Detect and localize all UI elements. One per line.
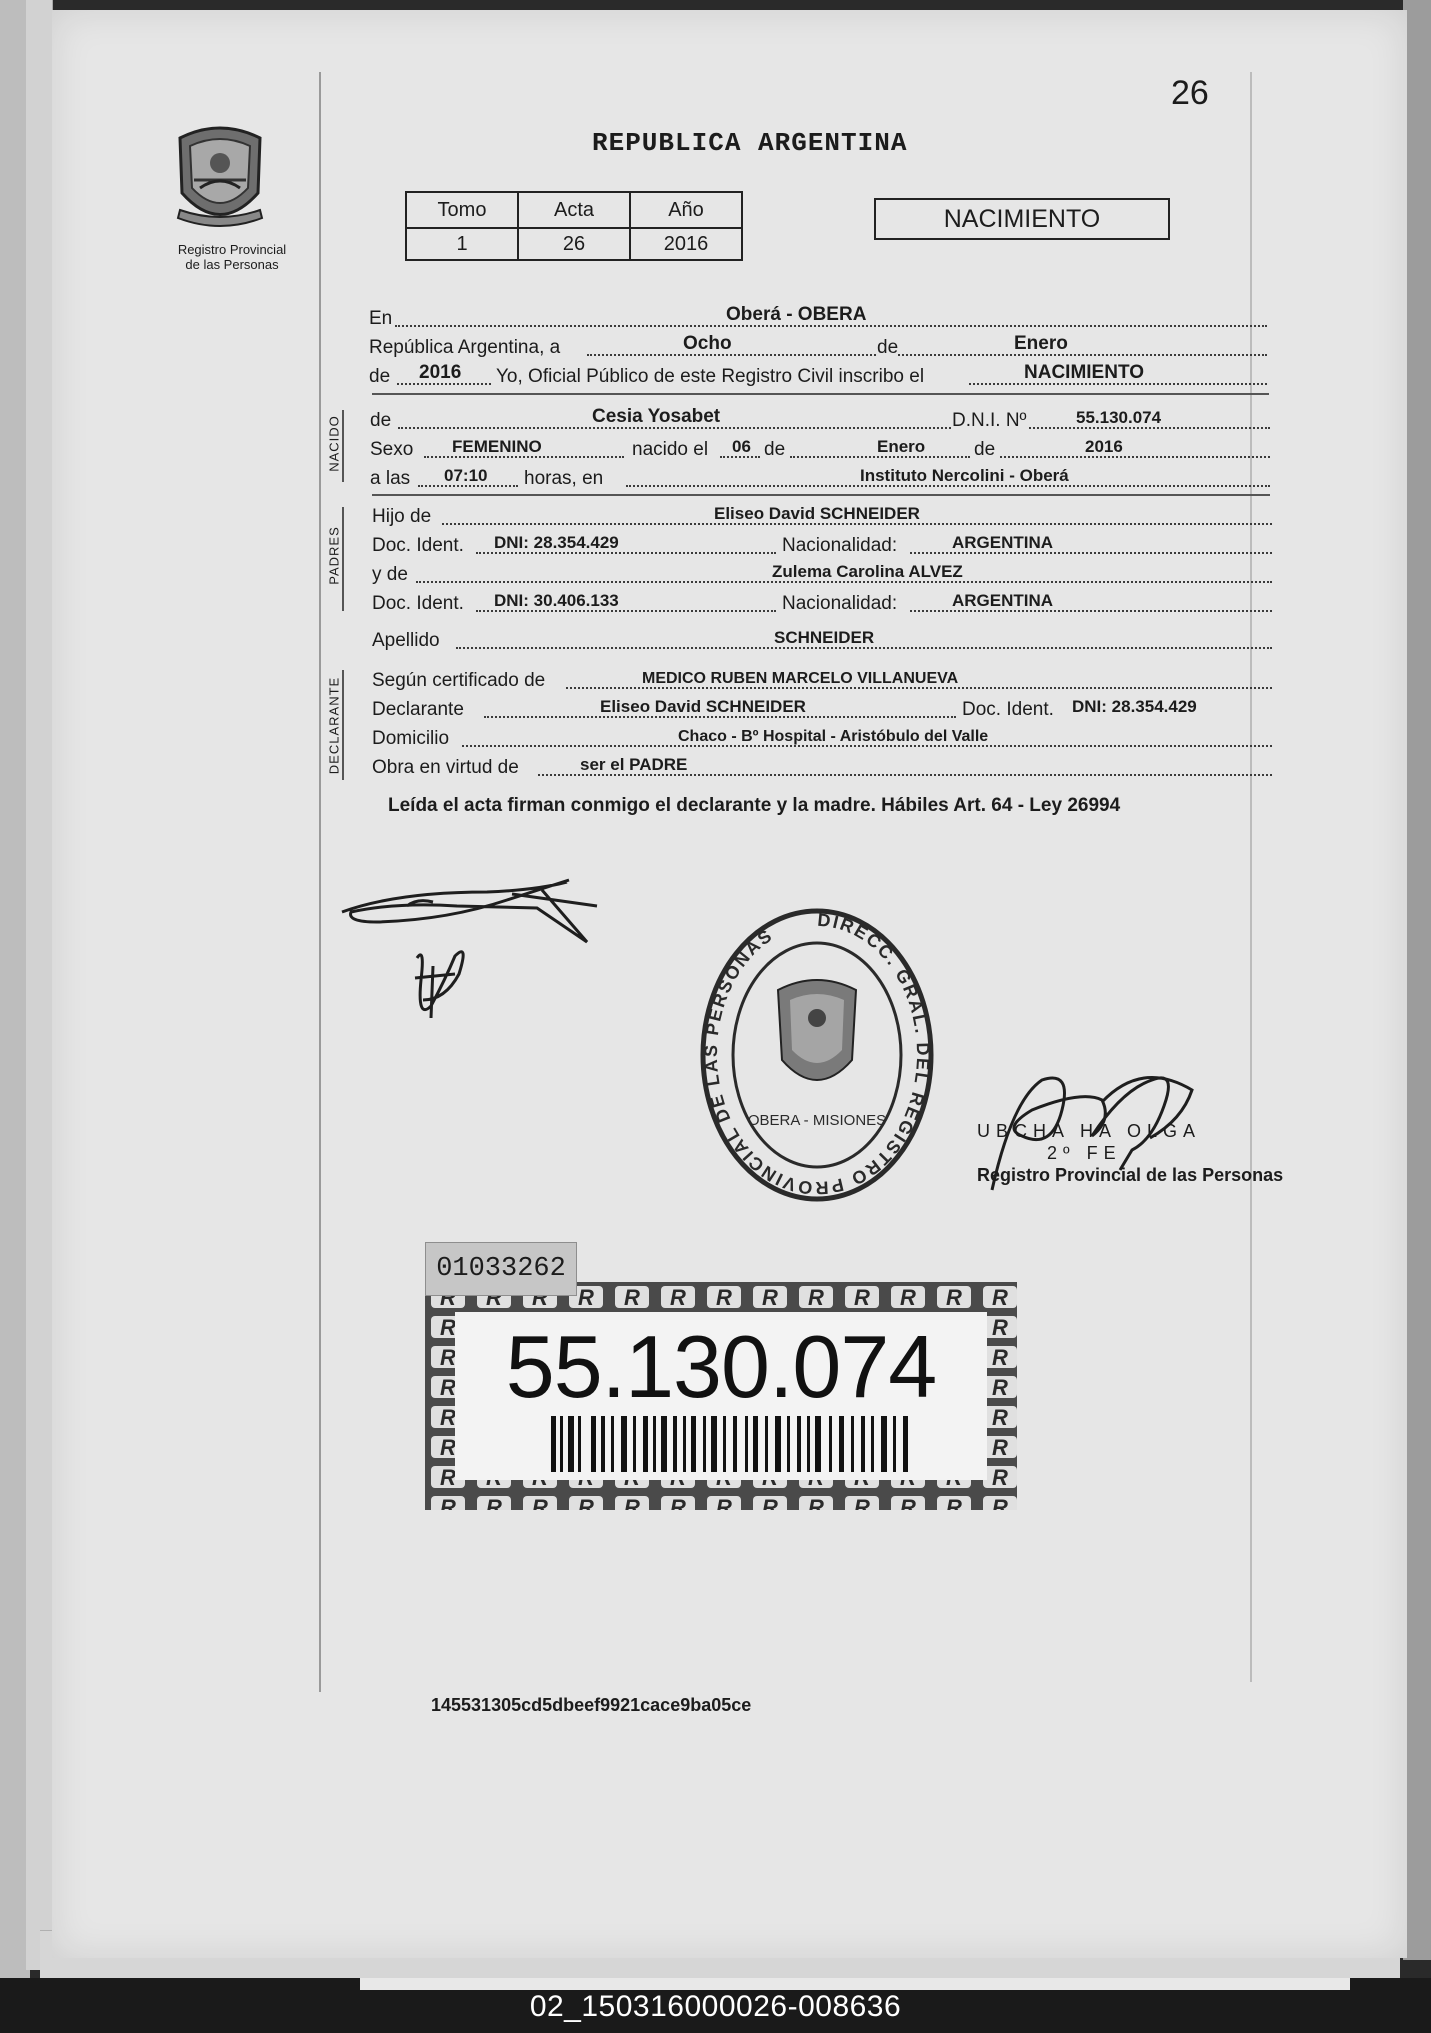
document-hash: 145531305cd5dbeef9921cace9ba05ce bbox=[431, 1695, 752, 1715]
table-header: Acta bbox=[518, 192, 630, 228]
month-value: Enero bbox=[1014, 333, 1068, 354]
time-place-line: a las 07:10 horas, en Instituto Nercolini - Oberá bbox=[370, 466, 1270, 492]
role-value: ser el PADRE bbox=[580, 755, 688, 774]
record-volume-table bbox=[405, 191, 743, 261]
birth-certificate-page bbox=[52, 10, 1407, 1958]
mother-name-value: Zulema Carolina ALVEZ bbox=[772, 562, 963, 581]
date-line: República Argentina, a Ocho de Enero bbox=[369, 335, 1267, 361]
place-line: En Oberá - OBERA bbox=[369, 306, 1267, 332]
sex-value: FEMENINO bbox=[452, 437, 542, 456]
mother-doc-value: DNI: 30.406.133 bbox=[494, 591, 619, 610]
mother-nationality-value: ARGENTINA bbox=[952, 591, 1054, 610]
section-label-padres: PADRES bbox=[326, 526, 342, 585]
legal-statement: Leída el acta firman conmigo el declarante y la madre. Hábiles Art. 64 - Ley 26994 bbox=[388, 795, 1121, 816]
provincial-crest-icon bbox=[170, 118, 270, 238]
dni-number: 55.130.074 bbox=[505, 1317, 937, 1416]
day-value: Ocho bbox=[683, 333, 732, 354]
registry-seal-stamp bbox=[692, 900, 942, 1210]
born-dni-value: 55.130.074 bbox=[1076, 408, 1162, 427]
table-cell: 2016 bbox=[630, 228, 742, 260]
serial-number-tag: 01033262 bbox=[425, 1242, 577, 1296]
barcode-icon bbox=[551, 1416, 911, 1472]
page-number: 26 bbox=[1171, 74, 1209, 112]
surname-line: Apellido SCHNEIDER bbox=[372, 628, 1272, 654]
scan-file-code: 02_150316000026-008636 bbox=[529, 1990, 902, 2023]
birth-day-value: 06 bbox=[732, 437, 751, 456]
section-divider bbox=[372, 391, 1269, 395]
registrar-stamp: UBCHA HA OLGA 2º FE Registro Provincial de las Personas bbox=[977, 1121, 1284, 1185]
place-value: Oberá - OBERA bbox=[726, 304, 867, 325]
declarant-doc-value: DNI: 28.354.429 bbox=[1072, 697, 1197, 716]
surname-value: SCHNEIDER bbox=[774, 628, 875, 647]
year-value: 2016 bbox=[419, 362, 462, 383]
table-cell: 26 bbox=[518, 228, 630, 260]
next-page-edge bbox=[360, 1978, 1350, 1990]
section-divider bbox=[372, 492, 1270, 496]
handwritten-signatures bbox=[337, 850, 667, 1060]
born-name-value: Cesia Yosabet bbox=[592, 406, 721, 427]
role-line: Obra en virtud de ser el PADRE bbox=[372, 755, 1272, 781]
table-header: Tomo bbox=[406, 192, 518, 228]
father-doc-line: Doc. Ident. DNI: 28.354.429 Nacionalidad: ARGENTINA bbox=[372, 533, 1272, 559]
certificate-value: MEDICO RUBEN MARCELO VILLANUEVA bbox=[642, 670, 959, 687]
background-page-edge bbox=[26, 0, 53, 1970]
birth-place-value: Instituto Nercolini - Oberá bbox=[860, 466, 1069, 485]
father-doc-value: DNI: 28.354.429 bbox=[494, 533, 619, 552]
birth-time-value: 07:10 bbox=[444, 466, 488, 485]
svg-text:OBERA - MISIONES: OBERA - MISIONES bbox=[747, 1112, 887, 1129]
birth-month-value: Enero bbox=[877, 437, 926, 456]
svg-text:DIRECC. GRAL. DEL REGISTRO PRO: DIRECC. GRAL. DEL REGISTRO PROVINCIAL DE LAS PERSONAS bbox=[700, 909, 934, 1199]
section-label-declarante: DECLARANTE bbox=[326, 676, 342, 775]
declarant-name-value: Eliseo David SCHNEIDER bbox=[600, 697, 806, 716]
certificate-line: Según certificado de MEDICO RUBEN MARCELO VILLANUEVA bbox=[372, 668, 1272, 694]
section-bracket bbox=[342, 670, 344, 780]
official-line: de 2016 Yo, Oficial Público de este Registro Civil inscribo el NACIMIENTO bbox=[369, 364, 1267, 390]
section-bracket bbox=[342, 507, 344, 611]
dni-barcode-sticker bbox=[425, 1282, 1017, 1510]
address-line: Domicilio Chaco - Bº Hospital - Aristóbulo del Valle bbox=[372, 726, 1272, 752]
table-cell: 1 bbox=[406, 228, 518, 260]
mother-name-line: y de Zulema Carolina ALVEZ bbox=[372, 562, 1272, 588]
record-type-box: NACIMIENTO bbox=[874, 198, 1170, 240]
background-page-edge bbox=[1403, 0, 1431, 1960]
father-name-line: Hijo de Eliseo David SCHNEIDER bbox=[372, 504, 1272, 530]
registry-logo-caption: Registro Provincial de las Personas bbox=[177, 242, 287, 272]
declarant-line: Declarante Eliseo David SCHNEIDER Doc. Ident. DNI: 28.354.429 bbox=[372, 697, 1197, 720]
father-name-value: Eliseo David SCHNEIDER bbox=[714, 504, 920, 523]
born-name-line: de Cesia Yosabet D.N.I. Nº 55.130.074 bbox=[370, 408, 1270, 434]
event-value: NACIMIENTO bbox=[1024, 362, 1144, 383]
document-title: REPUBLICA ARGENTINA bbox=[592, 128, 908, 158]
father-nationality-value: ARGENTINA bbox=[952, 533, 1054, 552]
table-header: Año bbox=[630, 192, 742, 228]
mother-doc-line: Doc. Ident. DNI: 30.406.133 Nacionalidad: ARGENTINA bbox=[372, 591, 1272, 617]
sticker-panel bbox=[455, 1312, 987, 1480]
birth-year-value: 2016 bbox=[1085, 437, 1123, 456]
section-bracket bbox=[342, 410, 344, 482]
sex-birth-line: Sexo FEMENINO nacido el 06 de Enero de 2016 bbox=[370, 437, 1270, 463]
address-value: Chaco - Bº Hospital - Aristóbulo del Valle bbox=[678, 728, 989, 745]
margin-line bbox=[319, 72, 321, 1692]
section-label-nacido: NACIDO bbox=[326, 415, 342, 472]
